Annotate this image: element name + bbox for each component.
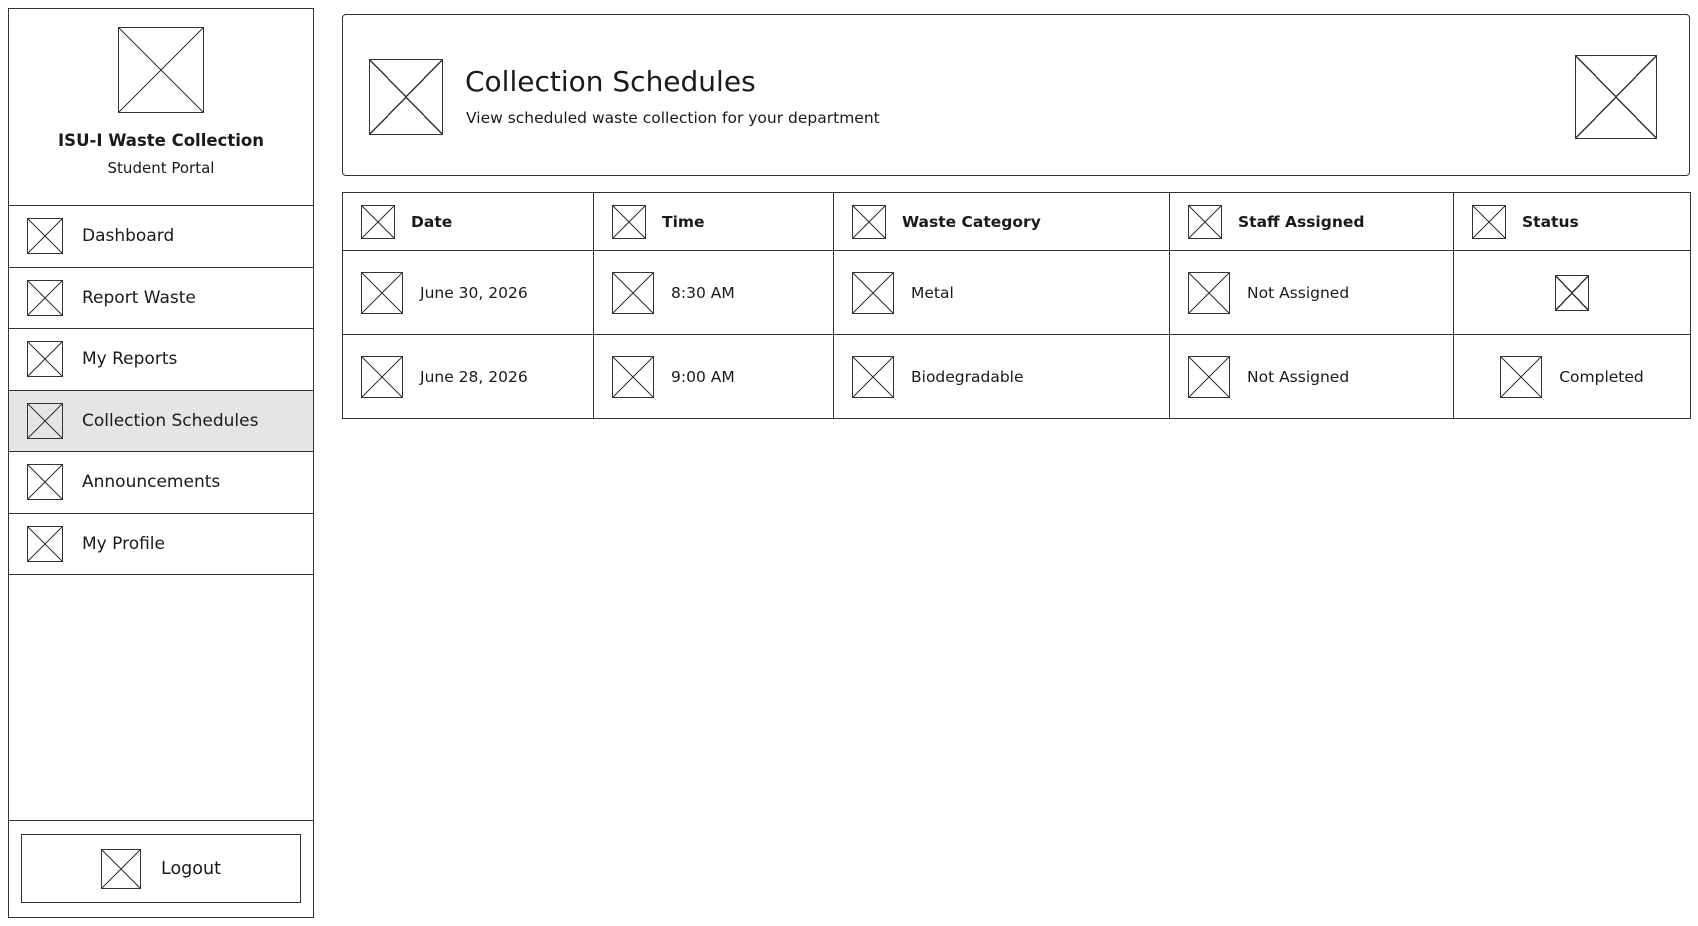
column-label: Date bbox=[411, 212, 453, 231]
cell-value: 8:30 AM bbox=[671, 283, 735, 302]
column-header-status[interactable] bbox=[1454, 193, 1691, 251]
sidebar-item-label: My Profile bbox=[82, 533, 165, 554]
column-header-waste-category[interactable] bbox=[834, 193, 1170, 251]
report-waste-icon bbox=[27, 280, 63, 316]
sidebar-item-report-waste[interactable] bbox=[9, 268, 313, 330]
sidebar-item-label: Report Waste bbox=[82, 287, 196, 308]
user-avatar-icon[interactable] bbox=[1575, 55, 1657, 139]
calendar-icon bbox=[369, 59, 443, 135]
date-icon bbox=[361, 356, 403, 398]
cell-date bbox=[343, 335, 594, 419]
status-icon bbox=[1500, 356, 1542, 398]
column-header-staff-assigned[interactable] bbox=[1170, 193, 1454, 251]
column-header-date[interactable] bbox=[343, 193, 594, 251]
table-row[interactable] bbox=[343, 251, 1691, 335]
cell-staff bbox=[1170, 335, 1454, 419]
announcements-icon bbox=[27, 464, 63, 500]
staff-icon bbox=[1188, 356, 1230, 398]
cell-category bbox=[834, 251, 1170, 335]
table-row[interactable] bbox=[343, 335, 1691, 419]
logo-placeholder-icon bbox=[118, 27, 204, 113]
date-icon bbox=[361, 205, 395, 239]
time-icon bbox=[612, 205, 646, 239]
cell-status bbox=[1454, 335, 1691, 419]
cell-value: Not Assigned bbox=[1247, 283, 1350, 302]
logout-label: Logout bbox=[161, 858, 221, 879]
app-name: ISU-I Waste Collection bbox=[58, 131, 264, 150]
cell-date bbox=[343, 251, 594, 335]
waste-category-icon bbox=[852, 205, 886, 239]
cell-value: Not Assigned bbox=[1247, 367, 1350, 386]
sidebar-item-collection-schedules[interactable] bbox=[9, 391, 313, 453]
my-profile-icon bbox=[27, 526, 63, 562]
cell-time bbox=[594, 251, 834, 335]
app-subtitle: Student Portal bbox=[107, 159, 215, 177]
cell-value: June 30, 2026 bbox=[420, 283, 528, 302]
cell-category bbox=[834, 335, 1170, 419]
sidebar-item-label: Announcements bbox=[82, 472, 221, 493]
schedule-table bbox=[342, 192, 1691, 419]
cell-staff bbox=[1170, 251, 1454, 335]
logout-section bbox=[9, 820, 313, 917]
sidebar-item-label: Dashboard bbox=[82, 226, 175, 247]
date-icon bbox=[361, 272, 403, 314]
time-icon bbox=[612, 356, 654, 398]
cell-time bbox=[594, 335, 834, 419]
logout-icon bbox=[101, 849, 141, 889]
status-icon bbox=[1555, 275, 1589, 311]
logout-button[interactable] bbox=[21, 834, 301, 903]
cell-value: Metal bbox=[911, 283, 954, 302]
column-label: Waste Category bbox=[902, 212, 1041, 231]
column-header-time[interactable] bbox=[594, 193, 834, 251]
column-label: Time bbox=[662, 212, 705, 231]
page-header bbox=[342, 14, 1690, 176]
sidebar-brand bbox=[9, 9, 313, 206]
sidebar-item-label: Collection Schedules bbox=[82, 410, 259, 431]
cell-value: June 28, 2026 bbox=[420, 367, 528, 386]
status-badge: Completed bbox=[1559, 367, 1644, 386]
sidebar-item-my-reports[interactable] bbox=[9, 329, 313, 391]
sidebar-item-my-profile[interactable] bbox=[9, 514, 313, 576]
column-label: Staff Assigned bbox=[1238, 212, 1365, 231]
staff-icon bbox=[1188, 272, 1230, 314]
waste-category-icon bbox=[852, 272, 894, 314]
time-icon bbox=[612, 272, 654, 314]
cell-status bbox=[1454, 251, 1691, 335]
cell-value: Biodegradable bbox=[911, 367, 1024, 386]
dashboard-icon bbox=[27, 218, 63, 254]
sidebar bbox=[8, 8, 314, 918]
sidebar-item-announcements[interactable] bbox=[9, 452, 313, 514]
table-header-row bbox=[343, 193, 1691, 251]
page-title: Collection Schedules bbox=[465, 65, 756, 98]
my-reports-icon bbox=[27, 341, 63, 377]
staff-icon bbox=[1188, 205, 1222, 239]
cell-value: 9:00 AM bbox=[671, 367, 735, 386]
page-subtitle: View scheduled waste collection for your department bbox=[466, 109, 880, 127]
sidebar-item-label: My Reports bbox=[82, 349, 178, 370]
sidebar-nav bbox=[9, 206, 313, 575]
sidebar-item-dashboard[interactable] bbox=[9, 206, 313, 268]
column-label: Status bbox=[1522, 212, 1579, 231]
waste-category-icon bbox=[852, 356, 894, 398]
collection-schedules-icon bbox=[27, 403, 63, 439]
status-icon bbox=[1472, 205, 1506, 239]
